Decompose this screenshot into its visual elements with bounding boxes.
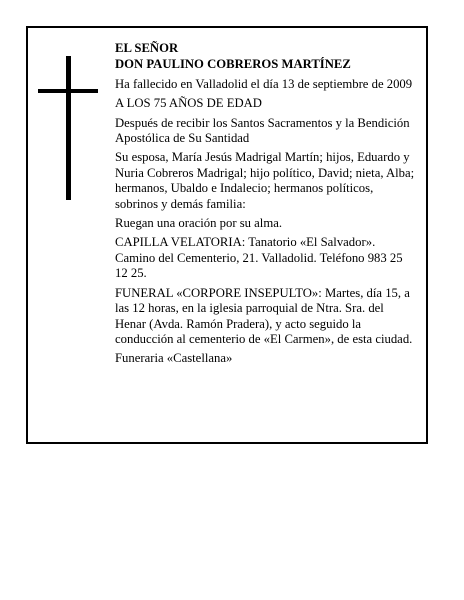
honorific: EL SEÑOR bbox=[115, 41, 179, 55]
cross-icon bbox=[38, 56, 98, 200]
funeral-info: FUNERAL «CORPORE INSEPULTO»: Martes, día 15, a las 12 horas, en la iglesia parroquial de Ntra. Sra. del Henar (Avda. Ramón Pradera), y acto seguido la conducción al cementerio de «El Carmen», de esta ciudad. bbox=[115, 285, 413, 346]
obituary-notice bbox=[26, 26, 428, 444]
notice-text bbox=[115, 41, 415, 371]
death-announcement: Ha fallecido en Valladolid el día 13 de septiembre de 2009 bbox=[115, 76, 413, 91]
deceased-name: DON PAULINO COBREROS MARTÍNEZ bbox=[115, 57, 351, 72]
age-at-death: A LOS 75 AÑOS DE EDAD bbox=[115, 96, 262, 111]
cross-horizontal-bar bbox=[38, 89, 98, 93]
family-list: Su esposa, María Jesús Madrigal Martín; hijos, Eduardo y Nuria Cobreros Madrigal; hijo político, David; nieta, Alba; hermanos, Ubaldo e Indalecio; hermanos políticos, sobrinos y demás familia: bbox=[115, 150, 415, 211]
sacraments-text: Después de recibir los Santos Sacramentos y la Bendición Apostólica de Su Santidad bbox=[115, 115, 410, 146]
funeral-home: Funeraria «Castellana» bbox=[115, 351, 233, 366]
cross-vertical-bar bbox=[66, 56, 71, 200]
prayer-request: Ruegan una oración por su alma. bbox=[115, 216, 283, 231]
chapel-info: CAPILLA VELATORIA: Tanatorio «El Salvador». Camino del Cementerio, 21. Valladolid. Teléfono 983 25 12 25. bbox=[115, 235, 403, 281]
